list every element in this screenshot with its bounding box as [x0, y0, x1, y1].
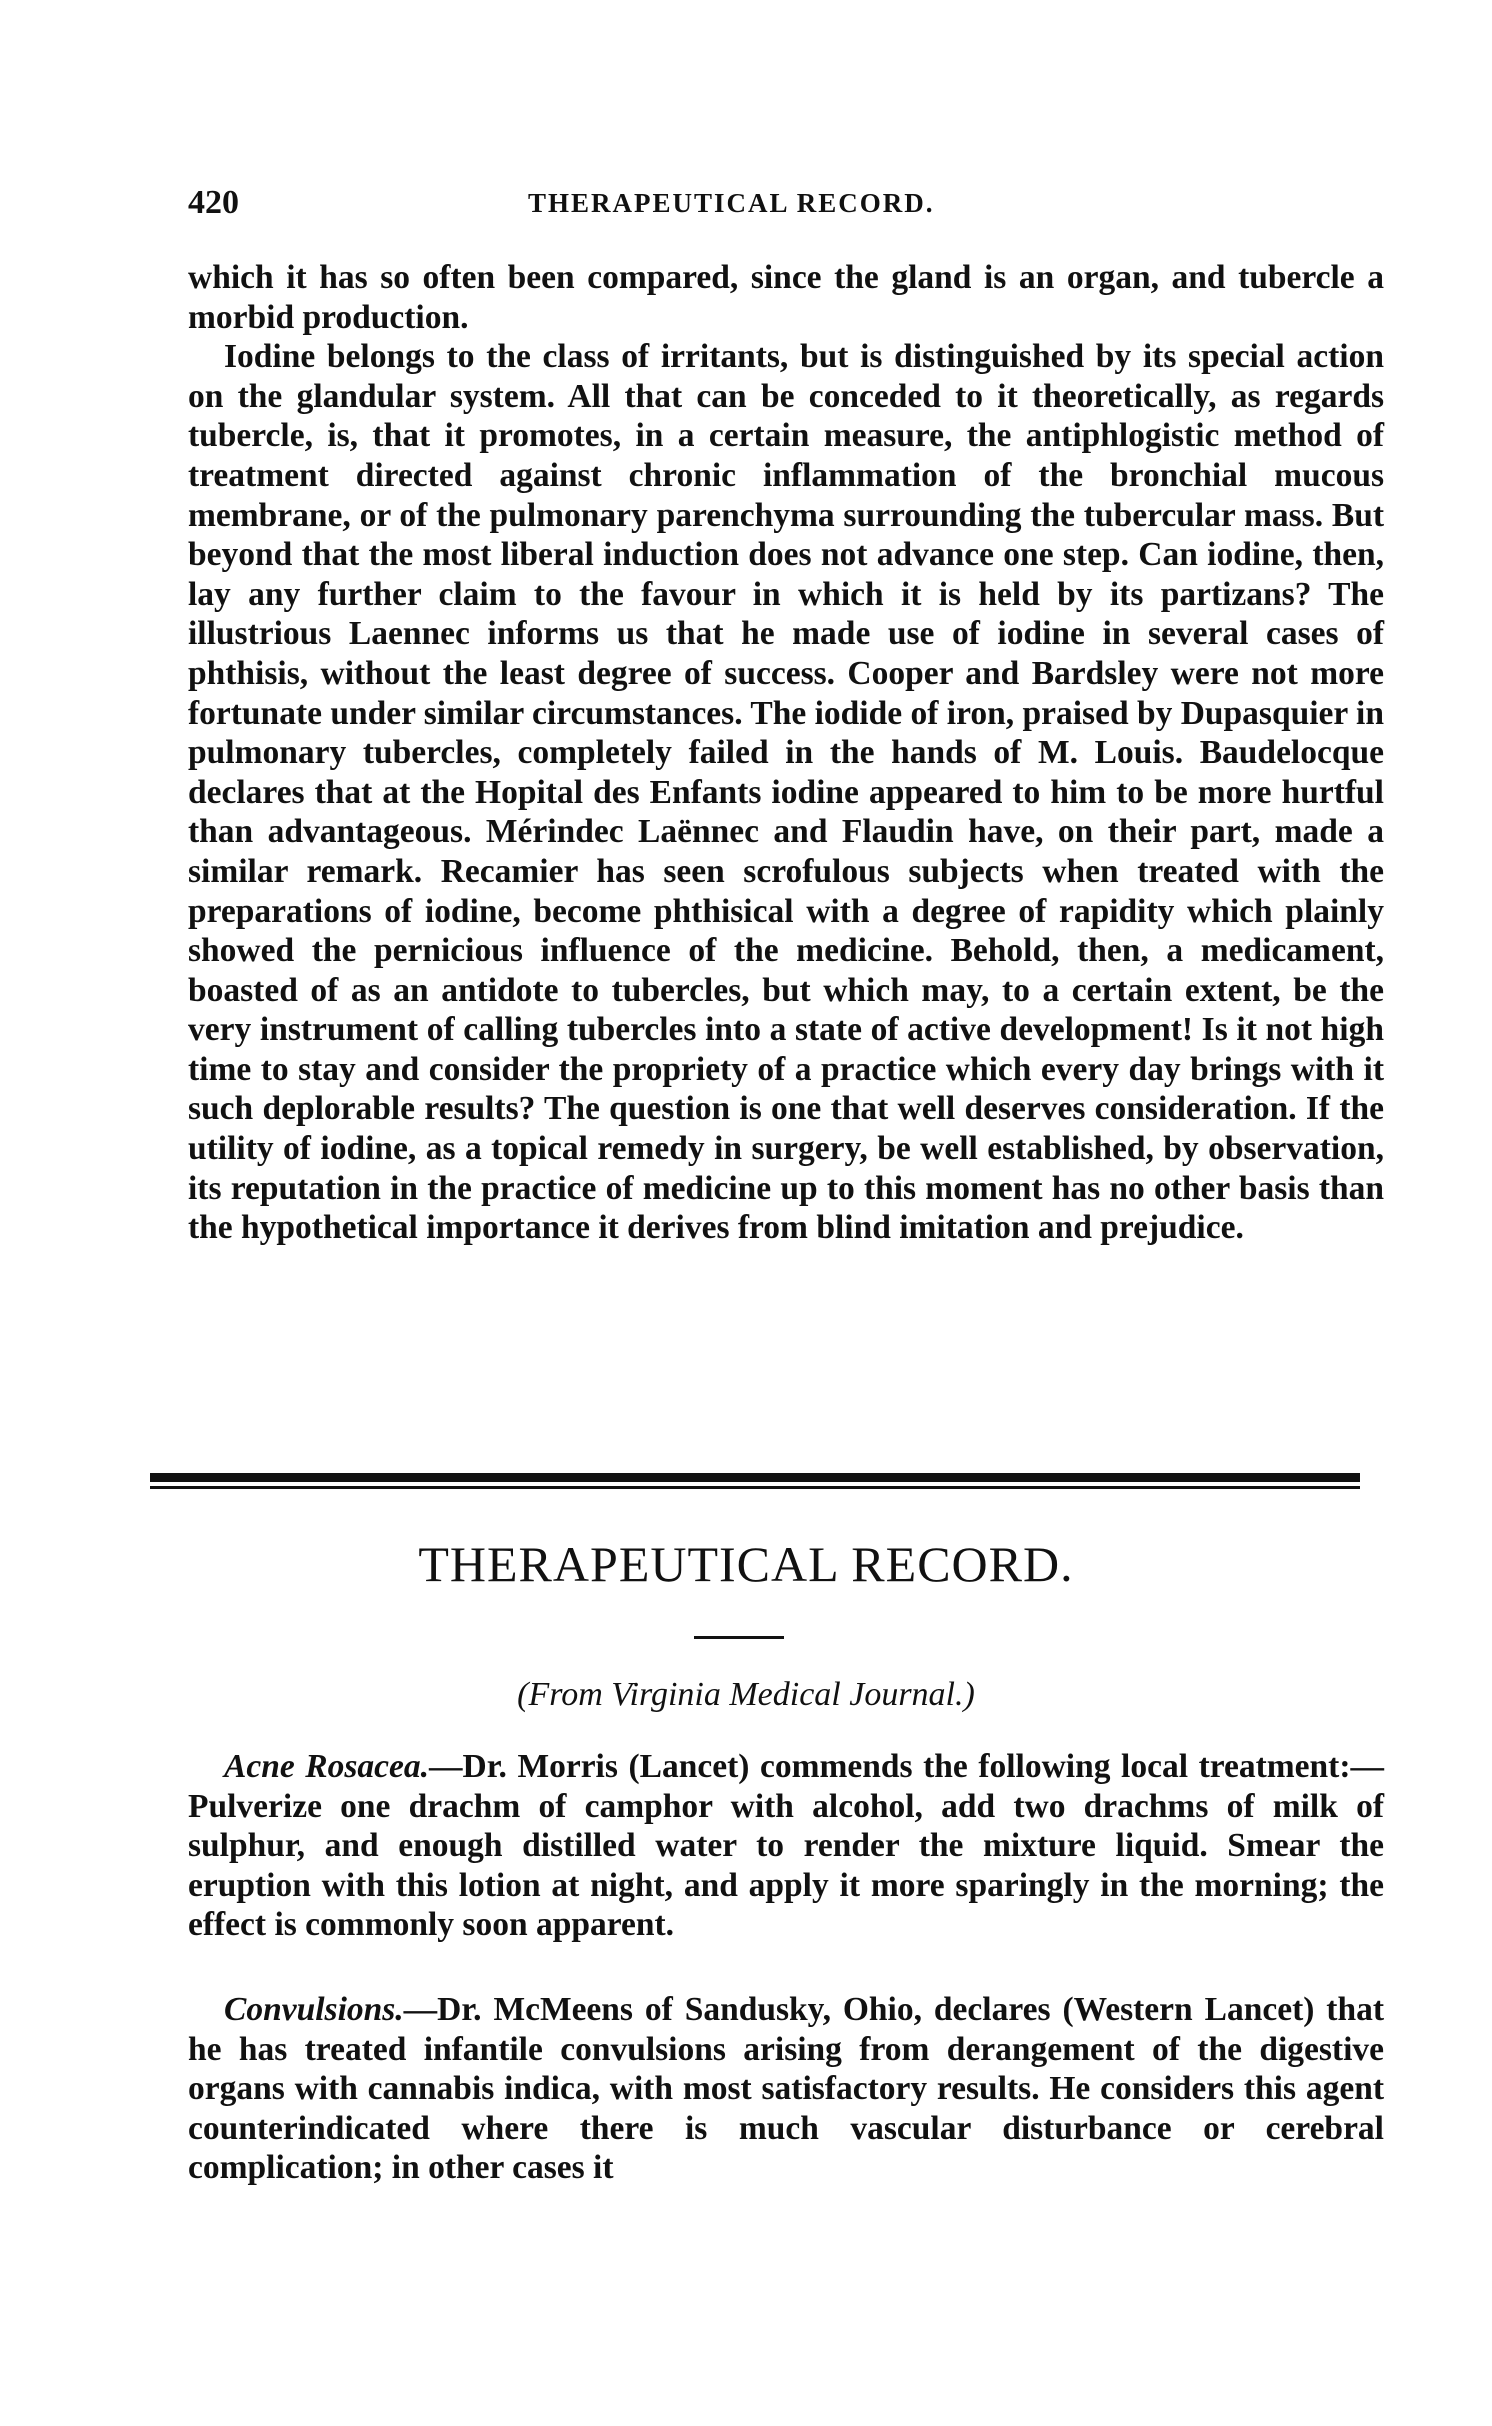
title-underline	[694, 1636, 784, 1639]
entry-acne-rosacea	[188, 1747, 1384, 1945]
continuation-line: which it has so often been compared, since the gland is an organ, and tubercle a morbid production.	[188, 259, 1384, 336]
running-head	[188, 184, 1388, 224]
entry-body: —Dr. Morris (Lancet) commends the following local treatment:—Pulverize one drachm of camphor with alcohol, add two drachms of milk of sulphur, and enough distilled water to render the mixture liquid. Smear the eruption with this lotion at night, and apply it more sparingly in the morning; the effect is commonly soon apparent.	[188, 1748, 1384, 1944]
continuation-text	[188, 258, 1384, 1248]
running-title: THERAPEUTICAL RECORD.	[528, 188, 935, 218]
entry-paragraph	[188, 1990, 1384, 2188]
entry-convulsions	[188, 1990, 1384, 2188]
entry-paragraph	[188, 1747, 1384, 1945]
section-divider	[150, 1473, 1360, 1491]
entry-heading: Acne Rosacea.	[224, 1748, 430, 1785]
entry-heading: Convulsions.	[224, 1991, 404, 2028]
divider-thick-rule	[150, 1473, 1360, 1482]
divider-thin-rule	[150, 1486, 1360, 1489]
iodine-paragraph: Iodine belongs to the class of irritants, but is distinguished by its special action on the glandular system. All that can be conceded to it theoretically, as regards tubercle, is, that it promotes, in a certain measure, the antiphlogistic method of treatment directed against chronic inflammation of the bronchial mucous membrane, or of the pulmonary parenchyma surrounding the tubercular mass. But beyond that the most liberal induction does not advance one step. Can iodine, then, lay any further claim to the favour in which it is held by its partizans? The illustrious Laennec informs us that he made use of iodine in several cases of phthisis, without the least degree of success. Cooper and Bardsley were not more fortunate under similar circumstances. The iodide of iron, praised by Dupasquier in pulmonary tubercles, completely failed in the hands of M. Louis. Baudelocque declares that at the Hopital des Enfants iodine appeared to him to be more hurtful than advantageous. Mérindec Laënnec and Flaudin have, on their part, made a similar remark. Recamier has seen scrofulous subjects when treated with the preparations of iodine, become phthisical with a degree of rapidity which plainly showed the pernicious influence of the medicine. Behold, then, a medicament, boasted of as an antidote to tubercles, but which may, to a certain extent, be the very instrument of calling tubercles into a state of active development! Is it not high time to stay and consider the propriety of a practice which every day brings with it such deplorable results? The question is one that well deserves consideration. If the utility of iodine, as a topical remedy in surgery, be well established, by observation, its reputation in the practice of medicine up to this moment has no other basis than the hypothetical importance it derives from blind imitation and prejudice.	[188, 338, 1384, 1247]
source-line: (From Virginia Medical Journal.)	[517, 1676, 975, 1713]
page-number: 420	[188, 184, 239, 221]
entry-body: —Dr. McMeens of Sandusky, Ohio, declares (Western Lancet) that he has treated infantile convulsions arising from derangement of the digestive organs with cannabis indica, with most satisfactory results. He considers this agent counterindicated where there is much vascular disturbance or cerebral complication; in other cases it	[188, 1991, 1384, 2187]
section-title: THERAPEUTICAL RECORD.	[418, 1536, 1074, 1592]
